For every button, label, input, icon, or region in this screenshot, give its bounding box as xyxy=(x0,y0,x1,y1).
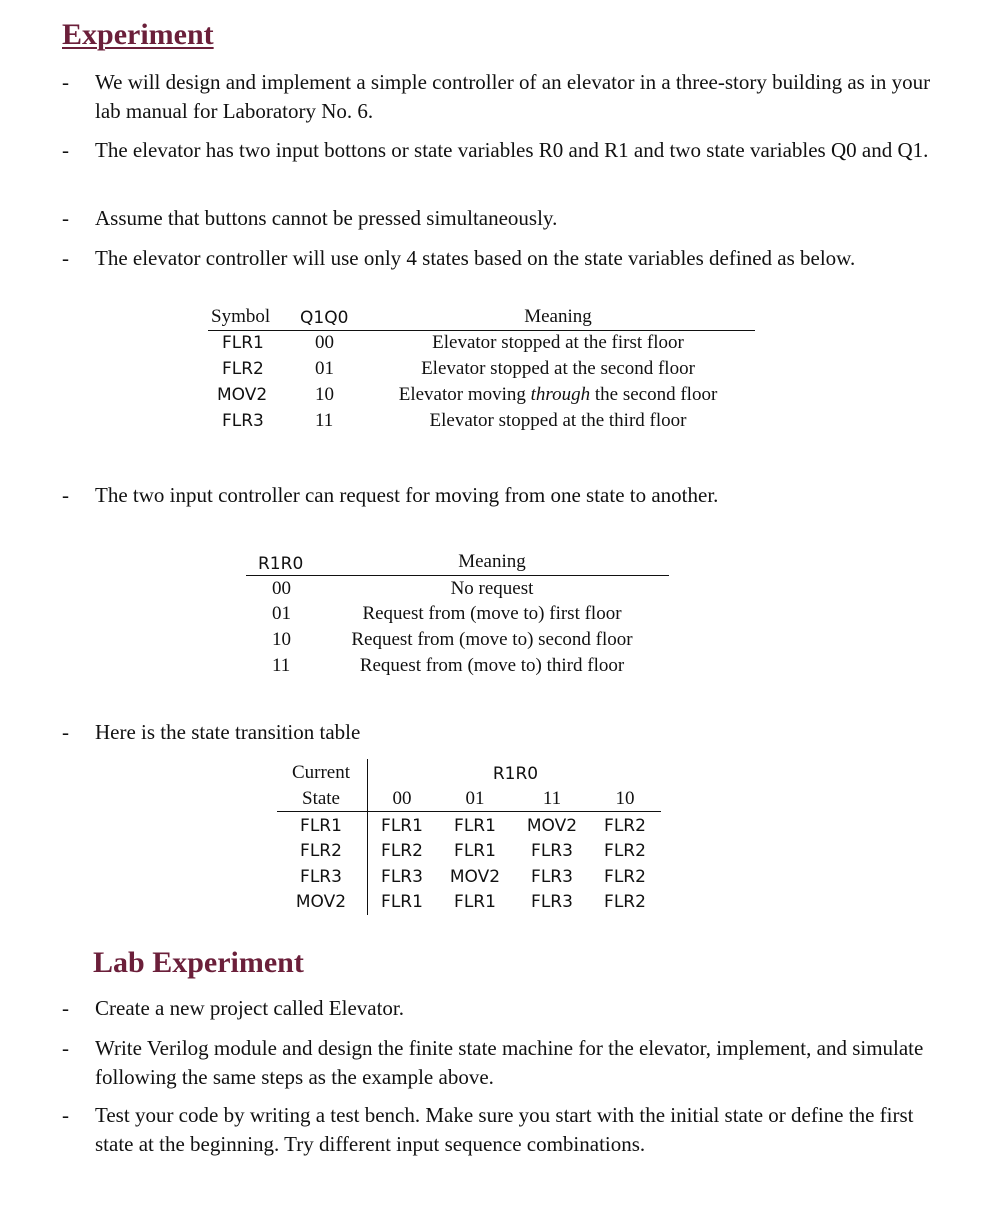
transition-current-state: FLR1 xyxy=(300,816,342,836)
request-code: 01 xyxy=(272,603,291,624)
bullet-dash: - xyxy=(62,720,69,744)
transition-current-state: MOV2 xyxy=(295,892,347,912)
request-meaning: Request from (move to) third floor xyxy=(359,655,625,676)
bullet-text: The elevator controller will use only 4 states based on the state variables defined as below. xyxy=(95,246,856,270)
transition-header-current: Current xyxy=(291,762,351,783)
heading-experiment: Experiment xyxy=(62,18,214,51)
transition-col-header: 01 xyxy=(465,788,485,809)
transition-header-state: State xyxy=(302,788,340,809)
transition-next-state: FLR2 xyxy=(604,816,646,836)
state-symbol: MOV2 xyxy=(217,385,268,405)
bullet-text: Write Verilog module and design the finite state machine for the elevator, implement, and simulate following the same steps as the example above. xyxy=(95,1036,924,1089)
bullet-text: We will design and implement a simple controller of an elevator in a three-story building as in your lab manual for Laboratory No. 6. xyxy=(95,70,931,123)
bullet-dash: - xyxy=(62,70,69,94)
bullet-dash: - xyxy=(62,138,69,162)
bullet-dash: - xyxy=(62,1103,69,1127)
transition-next-state: FLR3 xyxy=(531,867,573,887)
request-code: 10 xyxy=(272,629,291,650)
transition-col-header: 11 xyxy=(542,788,562,809)
state-meaning xyxy=(372,382,744,408)
transition-header-input: R1R0 xyxy=(492,764,539,784)
state-code: 01 xyxy=(315,358,334,379)
transition-next-state: FLR1 xyxy=(454,841,496,861)
bullet-item xyxy=(62,481,942,510)
transition-next-state: MOV2 xyxy=(526,816,578,836)
transition-next-state: FLR3 xyxy=(531,892,573,912)
transition-next-state: FLR2 xyxy=(381,841,423,861)
bullet-dash: - xyxy=(62,483,69,507)
transition-next-state: FLR1 xyxy=(454,816,496,836)
transition-next-state: FLR2 xyxy=(604,841,646,861)
bullet-dash: - xyxy=(62,206,69,230)
bullet-item xyxy=(62,244,942,273)
state-meaning-emphasis: through xyxy=(530,384,591,405)
bullet-dash: - xyxy=(62,246,69,270)
bullet-dash: - xyxy=(62,1036,69,1060)
transition-next-state: FLR1 xyxy=(381,892,423,912)
transition-col-header: 00 xyxy=(392,788,412,809)
table-column-divider xyxy=(367,759,368,915)
transition-next-state: FLR1 xyxy=(381,816,423,836)
transition-next-state: FLR3 xyxy=(381,867,423,887)
state-code: 10 xyxy=(315,384,334,405)
request-meaning: No request xyxy=(450,578,534,599)
state-table-header-meaning: Meaning xyxy=(524,306,592,327)
table-rule xyxy=(277,811,661,812)
state-symbol: FLR1 xyxy=(222,333,264,353)
request-table-header-meaning: Meaning xyxy=(458,551,526,572)
transition-next-state: FLR2 xyxy=(604,892,646,912)
state-meaning: Elevator stopped at the second floor xyxy=(421,358,695,379)
bullet-text: Here is the state transition table xyxy=(95,720,361,744)
bullet-text: Assume that buttons cannot be pressed simultaneously. xyxy=(95,206,558,230)
bullet-item xyxy=(62,68,942,126)
state-code: 00 xyxy=(315,332,334,353)
bullet-item xyxy=(62,718,942,747)
request-code: 11 xyxy=(272,655,291,676)
heading-lab-experiment: Lab Experiment xyxy=(93,946,304,979)
transition-current-state: FLR3 xyxy=(300,867,342,887)
transition-next-state: MOV2 xyxy=(449,867,501,887)
state-meaning: Elevator stopped at the third floor xyxy=(429,410,687,431)
transition-col-header: 10 xyxy=(615,788,635,809)
request-meaning: Request from (move to) first floor xyxy=(362,603,622,624)
state-meaning-post: the second floor xyxy=(590,384,718,405)
bullet-text: Test your code by writing a test bench. Make sure you start with the initial state or define the first state at the beginning. Try different input sequence combinations. xyxy=(95,1103,914,1156)
bullet-item xyxy=(62,136,942,165)
bullet-item xyxy=(62,994,942,1023)
bullet-text: The elevator has two input bottons or state variables R0 and R1 and two state variables Q0 and Q1. xyxy=(95,138,929,162)
state-table-header-q1q0: Q1Q0 xyxy=(300,308,349,328)
bullet-dash: - xyxy=(62,996,69,1020)
state-meaning: Elevator stopped at the first floor xyxy=(432,332,684,353)
transition-next-state: FLR1 xyxy=(454,892,496,912)
bullet-item xyxy=(62,1034,942,1092)
transition-next-state: FLR2 xyxy=(604,867,646,887)
bullet-item xyxy=(62,204,942,233)
state-symbol: FLR2 xyxy=(222,359,264,379)
state-symbol: FLR3 xyxy=(222,411,264,431)
transition-current-state: FLR2 xyxy=(300,841,342,861)
state-table-header-symbol: Symbol xyxy=(211,306,271,327)
bullet-text: The two input controller can request for moving from one state to another. xyxy=(95,483,719,507)
bullet-text: Create a new project called Elevator. xyxy=(95,996,405,1020)
request-table-header-r1r0: R1R0 xyxy=(258,554,304,574)
request-code: 00 xyxy=(272,578,291,599)
request-meaning: Request from (move to) second floor xyxy=(351,629,633,650)
bullet-item xyxy=(62,1101,942,1159)
state-code: 11 xyxy=(315,410,334,431)
transition-next-state: FLR3 xyxy=(531,841,573,861)
state-meaning-pre: Elevator moving xyxy=(398,384,531,405)
